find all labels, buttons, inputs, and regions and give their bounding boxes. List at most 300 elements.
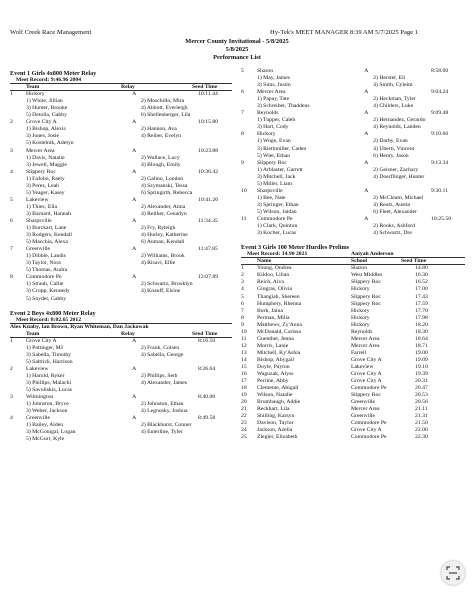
athlete-name: Perman, Milla <box>257 314 290 321</box>
runner: 2) Hannon, Ava <box>140 126 177 133</box>
runner: 1) Tupper, Caleb <box>257 117 296 124</box>
place: 4 <box>10 415 13 422</box>
hurdles-entry <box>241 286 465 293</box>
relay-entry <box>10 218 232 225</box>
runner: 1) Dibble, Landis <box>26 253 66 260</box>
runner: 1) Straub, Callie <box>26 281 64 288</box>
runner: 4) Schwartz, Dre <box>373 230 412 237</box>
team-name: Grove City A <box>26 337 57 344</box>
seed-time: 19.09 <box>415 356 428 363</box>
place: 6 <box>241 300 244 307</box>
runner: 4) Hurley, Katherine <box>140 232 188 239</box>
org-name: Wolf Creek Race Management <box>10 29 92 36</box>
athlete-name: Reckhart, Lila <box>257 406 290 413</box>
runner: 1) Harold, Ryker <box>26 373 65 380</box>
runner: 4) Enterline, Tyler <box>140 429 183 436</box>
runner: 3) Sabella, Timothy <box>26 351 72 358</box>
runner: 6) Shellenberger, Lila <box>140 112 191 119</box>
relay-letter: A <box>132 217 137 224</box>
hurdles-entry <box>241 272 465 279</box>
team-name: Hickory <box>257 131 276 138</box>
runner: 1) Papay, Tate <box>257 96 290 103</box>
runner: 5) Yeager, Kasey <box>26 189 65 196</box>
team-name: Wilmington <box>26 394 54 401</box>
seed-time: 9:13.34 <box>431 159 449 166</box>
relay-runners <box>10 176 232 183</box>
hurdles-entry <box>241 434 465 441</box>
hurdles-entry <box>241 301 465 308</box>
relay-letter: A <box>364 68 369 74</box>
seed-time: 9:30.11 <box>431 187 449 194</box>
relay-entry <box>241 188 465 195</box>
seed-time: 21.31 <box>415 413 428 420</box>
place: 4 <box>241 286 244 293</box>
place: 10 <box>241 328 247 335</box>
left-column <box>10 70 232 443</box>
school: Slippery Roc <box>351 279 381 286</box>
meet-date: 5/8/2025 <box>225 46 249 53</box>
seed-time: 10:36.42 <box>198 168 219 175</box>
runner: 3) Mitchell, Jack <box>257 173 296 180</box>
relay-letter: A <box>132 365 137 372</box>
seed-time: 20.31 <box>415 378 428 385</box>
relay-runners <box>241 153 465 160</box>
runner: 1) May, James <box>257 75 290 82</box>
relay-entry <box>241 216 465 223</box>
runner: 2) Blackhurst, Conner <box>140 422 192 429</box>
school: Grove City A <box>351 427 382 434</box>
athlete-name: Brumbaugh, Addie <box>257 399 301 406</box>
runner: 2) Phillips, Seth <box>140 373 178 380</box>
place: 19 <box>241 392 247 399</box>
place: 1 <box>241 265 244 272</box>
team-name: Mercer Area <box>257 89 286 96</box>
place: 15 <box>241 363 247 370</box>
hurdles-entry <box>241 371 465 378</box>
place: 8 <box>10 274 13 281</box>
runner: 1) White, Jillian <box>26 98 63 105</box>
seed-time: 9:04.24 <box>431 89 449 96</box>
runner: 2) Hernandez, Gerardo <box>373 117 426 124</box>
team-name: Hickory <box>26 91 45 98</box>
place: 6 <box>241 89 244 96</box>
meet-record: Meet Record: 8:02.65 2012 <box>10 317 232 324</box>
school: Greenville <box>351 413 376 420</box>
seed-time: 22.30 <box>415 434 428 441</box>
seed-time: 10:23.88 <box>198 147 219 154</box>
relay-runners <box>10 204 232 211</box>
runner: 5) Saltrick, Harrison <box>26 358 73 365</box>
school: Slippery Roc <box>351 300 381 307</box>
runner: 2) Alexander, Anna <box>140 203 186 210</box>
seed-time: 21.50 <box>415 420 428 427</box>
place: 18 <box>241 385 247 392</box>
team-name: Slippery Roc <box>26 168 56 175</box>
relay-runners <box>10 183 232 190</box>
place: 17 <box>241 378 247 385</box>
school: Grove City A <box>351 356 382 363</box>
school: Commodore Pe <box>351 385 387 392</box>
runner: 3) Hunter, Brooke <box>26 105 68 112</box>
seed-time: 9:10.66 <box>431 131 449 138</box>
hurdles-entry <box>241 413 465 420</box>
runner: 5) Thomas, Audra <box>26 267 68 274</box>
runner: 4) Childers, Luke <box>373 103 414 110</box>
runner: 5) McGurr, Kyle <box>26 436 65 443</box>
relay-runners <box>241 82 465 89</box>
runner: 5) Macchia, Alexa <box>26 239 68 246</box>
team-name: Sharpsville <box>257 187 283 194</box>
relay-runners <box>241 103 465 110</box>
seed-time: 19.10 <box>415 363 428 370</box>
runner: 5) Savoliskis, Lucas <box>26 387 72 394</box>
school: Mercer Area <box>351 335 380 342</box>
runner: 5) Wilson, Jaidan <box>257 208 297 215</box>
athlete-name: Davison, Taylor <box>257 420 294 427</box>
relay-letter: A <box>132 196 137 203</box>
runner: 5) Kostelnik, Adelyn <box>26 140 74 147</box>
runner: 2) Moschillo, Mira <box>140 98 185 105</box>
runner: 2) Galino, London <box>140 175 184 182</box>
seed-time: 16.30 <box>415 272 428 279</box>
school: Slippery Roc <box>351 392 381 399</box>
runner: 4) Sabella, George <box>140 351 184 358</box>
runner: 6) Springirth, Rebecca <box>140 189 193 196</box>
relay-runners <box>241 230 465 237</box>
runner: 1) Bishop, Alexis <box>26 126 66 133</box>
runner: 4) Reiber, Evelyn <box>140 133 182 140</box>
runner: 1) Pottinger, MJ <box>26 344 63 351</box>
team-name: Slippery Roc <box>257 159 287 166</box>
team-name: Greenville <box>26 415 51 422</box>
hurdles-entry <box>241 427 465 434</box>
runner: 2) Rooks, Ashford <box>373 223 416 230</box>
meet-title: Mercer County Invitational - 5/8/2025 <box>185 38 289 45</box>
relay-runners <box>241 195 465 202</box>
relay-letter: A <box>364 89 369 96</box>
report-title: Performance List <box>213 54 261 61</box>
scan-button[interactable] <box>441 561 465 585</box>
hurdles-entry <box>241 322 465 329</box>
runner: 4) Blough, Emily <box>140 161 181 168</box>
seed-time: 17.70 <box>415 307 428 314</box>
hurdles-entry <box>241 336 465 343</box>
relay-runners <box>241 181 465 188</box>
seed-time: 8:40.00 <box>198 394 216 401</box>
relay-letter: A <box>132 394 137 401</box>
runner: 2) Wallace, Lucy <box>140 154 180 161</box>
relay-letter: A <box>132 415 137 422</box>
runner: 3) Sims, Justin <box>257 82 291 89</box>
school: Sharon <box>351 265 368 272</box>
school: West Middles <box>351 272 383 279</box>
place: 9 <box>241 321 244 328</box>
team-name: Commodore Pe <box>257 215 293 222</box>
seed-time: 17.98 <box>415 314 428 321</box>
team-name: Greenville <box>26 246 51 253</box>
place: 5 <box>10 196 13 203</box>
runner: 4) Reutz, Austin <box>373 201 411 208</box>
runner: 5) Miller, Liam <box>257 180 292 187</box>
team-name: Mercer Area <box>26 147 55 154</box>
school: Commodore Pe <box>351 434 387 441</box>
hurdles-entry <box>241 308 465 315</box>
relay-letter: A <box>132 168 137 175</box>
relay-letter: A <box>364 131 369 138</box>
hurdles-entry <box>241 392 465 399</box>
place: 1 <box>10 337 13 344</box>
seed-time: 12:07.89 <box>198 274 219 281</box>
runner: 3) Springer, Ethan <box>257 201 299 208</box>
school: Commodore Pe <box>351 420 387 427</box>
athlete-name: Humphery, Rhenna <box>257 300 302 307</box>
seed-time: 16.52 <box>415 279 428 286</box>
runner: 4) Legnosky, Joshua <box>140 408 188 415</box>
relay-runners <box>10 190 232 197</box>
meet-record: Meet Record: 14.90 2021 Aniyah Anderson <box>241 251 465 258</box>
relay-letter: A <box>364 110 369 117</box>
event-title: Event 1 Girls 4x800 Meter Relay <box>10 70 97 77</box>
athlete-name: Kildoo, Lilian <box>257 272 290 279</box>
runner: 5) Snyder, Gabby <box>26 295 67 302</box>
seed-time: 18.64 <box>415 335 428 342</box>
team-name: Grove City A <box>26 119 57 126</box>
athlete-name: Guenther, Jenna <box>257 335 294 342</box>
hurdles-entry <box>241 315 465 322</box>
school: Hickory <box>351 286 370 293</box>
relay-entry <box>241 68 465 75</box>
runner: 4) Uberti, Vincent <box>373 145 415 152</box>
spacer <box>241 237 465 244</box>
school: Grove City A <box>351 371 382 378</box>
athlete-name: Perrine, Abby <box>257 378 289 385</box>
seed-time: 20.56 <box>415 399 428 406</box>
place: 21 <box>241 406 247 413</box>
runner: 1) Clark, Quinton <box>257 223 298 230</box>
relay-runners <box>241 167 465 174</box>
runner: 1) Davis, Natalie <box>26 154 65 161</box>
place: 24 <box>241 427 247 434</box>
runner: 4) Knauff, Elsine <box>140 288 181 295</box>
athlete-name: Gingras, Olivia <box>257 286 293 293</box>
runner: 6) Auman, Kendall <box>140 239 185 246</box>
place: 20 <box>241 399 247 406</box>
runner: 3) Jones, Josie <box>26 133 60 140</box>
school: Mercer Area <box>351 406 380 413</box>
place: 8 <box>241 314 244 321</box>
place: 22 <box>241 413 247 420</box>
relay-letter: A <box>132 246 137 253</box>
hurdles-entry <box>241 406 465 413</box>
place: 2 <box>241 272 244 279</box>
relay-runners <box>10 112 232 119</box>
relay-runners <box>10 288 232 295</box>
place: 3 <box>10 394 13 401</box>
place: 11 <box>241 215 247 222</box>
school: Hickory <box>351 314 370 321</box>
runner: 4) Reynolds, Landen <box>373 124 421 131</box>
runner: 2) McCleam, Michael <box>373 194 424 201</box>
athlete-name: Mitchell, Ky'Ashia <box>257 349 301 356</box>
runner: 4) Alexander, James <box>140 380 188 387</box>
runner: 2) Heckman, Tyler <box>373 96 416 103</box>
school: Grove City A <box>351 378 382 385</box>
athlete-name: Reich, Aiva <box>257 279 284 286</box>
seed-time: 10:25.50 <box>431 215 452 222</box>
seed-time: 19.00 <box>415 349 428 356</box>
seed-time: 8:58.00 <box>431 68 449 74</box>
runner: 3) Taylor, Nora <box>26 260 61 267</box>
team-name: Sharpsville <box>26 217 52 224</box>
team-name: Lakeview <box>26 196 49 203</box>
relay-runners <box>10 162 232 169</box>
relay-entry <box>10 338 232 345</box>
place: 14 <box>241 356 247 363</box>
record-holders: Alex Knaby, Ian Brown, Ryan Whiteman, Dan Jackowak <box>10 323 149 330</box>
relay-letter: A <box>132 91 137 98</box>
place: 16 <box>241 371 247 378</box>
place: 1 <box>10 91 13 98</box>
event-title: Event 2 Boys 4x800 Meter Relay <box>10 309 96 317</box>
seed-time: 8:26.64 <box>198 365 216 372</box>
relay-entry <box>10 366 232 373</box>
athlete-name: Thangiah, Shereen <box>257 293 300 300</box>
runner: 2) Geisner, Zachary <box>373 166 419 173</box>
seed-time: 8:16.50 <box>198 337 216 344</box>
school: Lakeview <box>351 363 374 370</box>
athlete-name: Jackson, Azelia <box>257 427 293 434</box>
relay-runners <box>10 373 232 380</box>
relay-entry <box>10 169 232 176</box>
relay-entry <box>10 148 232 155</box>
relay-runners <box>241 202 465 209</box>
relay-runners <box>10 140 232 147</box>
relay-entry <box>10 197 232 204</box>
hurdles-entry <box>241 329 465 336</box>
scan-icon <box>446 566 460 580</box>
software-stamp: Hy-Tek's MEET MANAGER 8:39 AM 5/7/2025 Page 1 <box>270 29 419 36</box>
relay-letter: A <box>132 274 137 281</box>
relay-runners <box>10 155 232 162</box>
runner: 5) Detolla, Gabby <box>26 112 67 119</box>
right-column <box>241 68 465 441</box>
runner: 2) Herster, Eli <box>373 75 406 82</box>
relay-letter: A <box>364 159 369 166</box>
place: 7 <box>241 110 244 117</box>
team-name: Reynolds <box>257 110 279 117</box>
meet-record: Meet Record: 9:46.96 2004 <box>10 77 232 84</box>
team-name: Sharon <box>257 68 274 74</box>
seed-time: 17.43 <box>415 293 428 300</box>
relay-runners <box>241 174 465 181</box>
hurdles-entry <box>241 265 465 272</box>
place: 5 <box>241 293 244 300</box>
seed-time: 14.80 <box>415 265 428 272</box>
place: 4 <box>10 168 13 175</box>
runner: 4) Szymanski, Tessa <box>140 182 188 189</box>
place: 2 <box>10 365 13 372</box>
runner: 2) Fry, Ryleigh <box>140 225 176 232</box>
relay-runners <box>10 359 232 366</box>
team-name: Commodore Pe <box>26 274 62 281</box>
runner: 2) Williams, Brook <box>140 253 185 260</box>
seed-time: 10:41.26 <box>198 196 219 203</box>
runner: 3) Weber, Jackson <box>26 408 68 415</box>
hurdles-entry <box>241 420 465 427</box>
runner: 1) Bee, Nate <box>257 194 286 201</box>
runner: 2) Schwartz, Brooklyn <box>140 281 193 288</box>
place: 7 <box>10 246 13 253</box>
place: 5 <box>241 68 244 74</box>
runner: 3) Kocher, Lucas <box>257 230 297 237</box>
place: 2 <box>10 119 13 126</box>
runner: 3) Rodgers, Kendall <box>26 232 72 239</box>
school: Mercer Area <box>351 342 380 349</box>
place: 11 <box>241 335 247 342</box>
seed-time: 19.39 <box>415 371 428 378</box>
seed-time: 18.20 <box>415 321 428 328</box>
place: 25 <box>241 434 247 441</box>
relay-runners <box>241 209 465 216</box>
school: Hickory <box>351 321 370 328</box>
runner: 2) Darby, Evan <box>373 138 408 145</box>
runner: 3) Cropp, Kennedy <box>26 288 70 295</box>
seed-time: 20.47 <box>415 385 428 392</box>
hurdles-entry <box>241 350 465 357</box>
runner: 3) McGonigal, Logan <box>26 429 76 436</box>
seed-time: 17.59 <box>415 300 428 307</box>
runner: 1) FaJohn, Raely <box>26 175 65 182</box>
place: 12 <box>241 342 247 349</box>
athlete-name: Shilling, Karsyn <box>257 413 295 420</box>
runner: 1) Bailey, Aiden <box>26 422 64 429</box>
runner: 1) Thiec, Ella <box>26 203 58 210</box>
school: Hickory <box>351 307 370 314</box>
hurdles-entry <box>241 378 465 385</box>
runner: 6) Henry, Jason <box>373 152 409 159</box>
runner: 1) Woge, Evan <box>257 138 291 145</box>
relay-runners <box>10 239 232 246</box>
seed-time: 22.00 <box>415 427 428 434</box>
relay-runners <box>10 267 232 274</box>
event-title: Event 3 Girls 100 Meter Hurdles Prelims <box>241 244 350 252</box>
runner: 3) Perez, Leah <box>26 182 60 189</box>
relay-runners <box>241 146 465 153</box>
athlete-name: Clemente, Abigail <box>257 385 299 392</box>
relay-runners <box>10 296 232 303</box>
column-headers: Team Relay Seed Time <box>10 84 232 91</box>
school: Slippery Roc <box>351 293 381 300</box>
place: 8 <box>241 131 244 138</box>
runner: 3) Schreiber, Thaddeus <box>257 103 310 110</box>
athlete-name: Doyle, Payton <box>257 363 290 370</box>
runner: 3) Riethmiller, Caden <box>257 145 307 152</box>
runner: 3) Barnard, Hannah <box>26 210 72 217</box>
relay-runners <box>10 408 232 415</box>
seed-time: 10:15.80 <box>198 119 219 126</box>
place: 7 <box>241 307 244 314</box>
runner: 4) Abbott, Everleigh <box>140 105 188 112</box>
athlete-name: Waguzak, Alyss <box>257 371 294 378</box>
runner: 4) Doerflinger, Hunter <box>373 173 425 180</box>
athlete-name: Burk, Jaina <box>257 307 283 314</box>
place: 10 <box>241 187 247 194</box>
runner: 3) Phillips, Malachi <box>26 380 72 387</box>
relay-runners <box>10 352 232 359</box>
seed-time: 17.00 <box>415 286 428 293</box>
athlete-name: McDonald, Carissa <box>257 328 301 335</box>
spacer <box>10 303 232 310</box>
